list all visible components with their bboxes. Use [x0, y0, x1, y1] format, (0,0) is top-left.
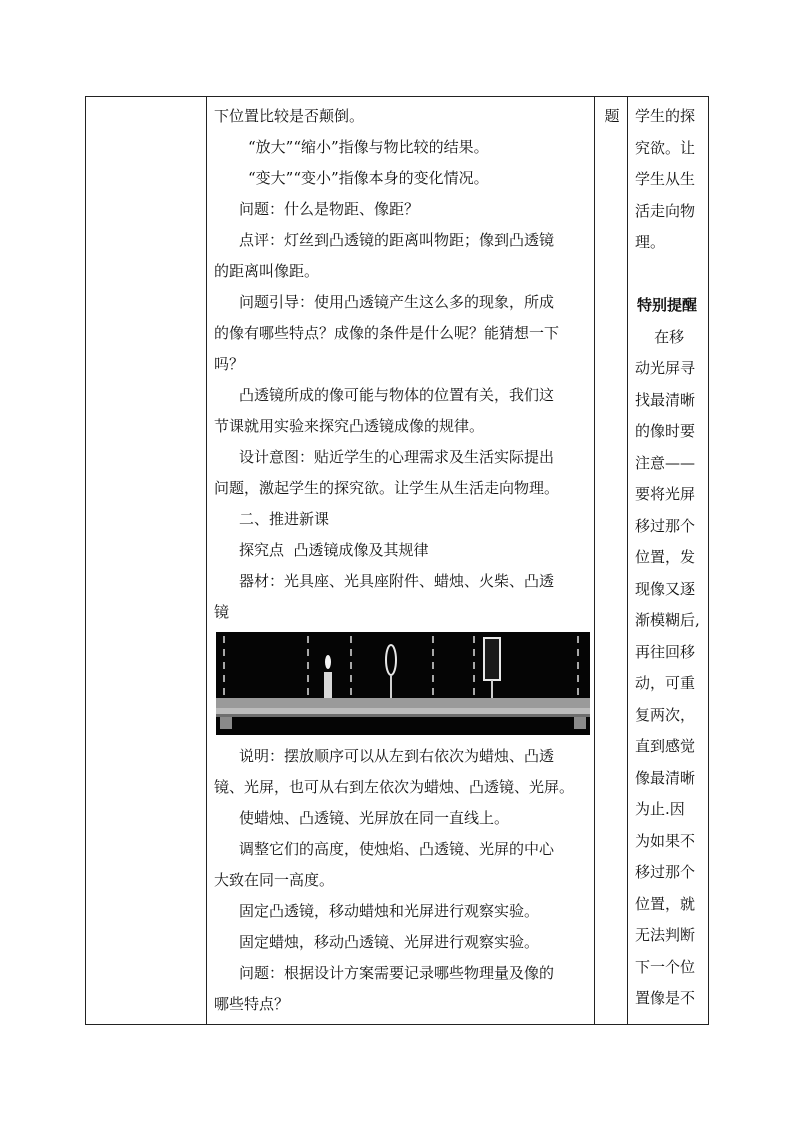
optical-bench-illustration [216, 632, 590, 735]
text-line: 现像又逐 [635, 579, 696, 598]
optical-bench-photo [216, 632, 590, 735]
text-line: 为如果不 [635, 831, 696, 850]
text-line: 探究点 凸透镜成像及其规律 [239, 541, 429, 559]
tip-title: 特别提醒 [637, 296, 698, 314]
text-line: 问题，激起学生的探究欲。让学生从生活走向物理。 [214, 479, 560, 497]
text-line: 再往回移 [635, 642, 696, 661]
text-line: “变大”“变小”指像本身的变化情况。 [248, 169, 489, 187]
text-line: 哪些特点？ [214, 995, 290, 1013]
design-intent-column [629, 101, 709, 1015]
text-line: 位置，就 [635, 894, 696, 913]
text-line: 问题：根据设计方案需要记录哪些物理量及像的 [239, 964, 555, 982]
column-divider [206, 97, 207, 1024]
text-line: 位置，发 [635, 548, 696, 566]
text-line: 下位置比较是否颠倒。 [214, 107, 365, 125]
text-line: 直到感觉 [635, 737, 696, 755]
text-line: 大致在同一高度。 [214, 871, 335, 889]
text-line: 的距离叫像距。 [214, 262, 320, 280]
blank-line [629, 259, 709, 291]
text-line: 问题引导：使用凸透镜产生这么多的现象，所成 [239, 293, 555, 311]
text-line: 要将光屏 [635, 485, 696, 503]
teaching-process-column-continued [208, 741, 594, 1020]
text-line: 设计意图：贴近学生的心理需求及生活实际提出 [239, 448, 555, 466]
text-line: 活走向物 [635, 201, 696, 220]
text-line: 凸透镜所成的像可能与物体的位置有关，我们这 [239, 386, 555, 404]
text-line: 置像是不 [635, 989, 696, 1007]
text-line: 渐模糊后, [635, 611, 700, 629]
text-line: 问题：什么是物距、像距？ [239, 200, 420, 218]
narrow-cell-text: 题 [604, 107, 620, 125]
lesson-table [85, 96, 709, 1025]
text-line: 说明：摆放顺序可以从左到右依次为蜡烛、凸透 [239, 747, 555, 765]
text-line: 固定蜡烛，移动凸透镜、光屏进行观察实验。 [239, 933, 540, 951]
text-line: 找最清晰 [635, 390, 696, 409]
text-line: 镜 [214, 603, 230, 621]
text-line: 复两次， [635, 705, 696, 724]
text-line: 下一个位 [635, 957, 696, 976]
text-line: “放大”“缩小”指像与物比较的结果。 [248, 138, 489, 156]
column-divider [594, 97, 595, 1024]
text-line: 点评：灯丝到凸透镜的距离叫物距；像到凸透镜 [239, 231, 555, 249]
text-line: 调整它们的高度，使烛焰、凸透镜、光屏的中心 [239, 840, 555, 858]
text-line: 学生的探 [635, 107, 696, 125]
text-line: 镜、光屏，也可从右到左依次为蜡烛、凸透镜、光屏。 [214, 778, 575, 796]
text-line: 究欲。让 [635, 138, 696, 157]
column-divider [627, 97, 628, 1024]
candle-icon [324, 655, 332, 702]
text-line: 节课就用实验来探究凸透镜成像的规律。 [214, 417, 485, 435]
text-line: 移过那个 [635, 863, 696, 881]
text-line: 学生从生 [635, 170, 696, 188]
text-line: 像最清晰 [635, 768, 696, 787]
text-line: 动光屏寻 [635, 359, 696, 377]
section-heading: 二、推进新课 [239, 510, 330, 528]
narrow-column [596, 101, 628, 132]
text-line: 无法判断 [635, 926, 696, 944]
text-line: 器材：光具座、光具座附件、蜡烛、火柴、凸透 [239, 572, 555, 590]
teaching-process-column [208, 101, 594, 628]
text-line: 固定凸透镜，移动蜡烛和光屏进行观察实验。 [239, 902, 540, 920]
text-line: 动，可重 [635, 674, 696, 692]
text-line: 使蜡烛、凸透镜、光屏放在同一直线上。 [239, 809, 510, 827]
text-line: 理。 [635, 233, 666, 251]
text-line: 的像有哪些特点？成像的条件是什么呢？能猜想一下 [214, 324, 560, 342]
text-line: 移过那个 [635, 516, 696, 535]
text-line: 为止.因 [635, 800, 685, 818]
text-line: 吗？ [214, 355, 245, 373]
text-line: 的像时要 [635, 422, 696, 440]
text-line: 在移 [635, 327, 685, 346]
text-line: 注意—— [635, 453, 696, 472]
